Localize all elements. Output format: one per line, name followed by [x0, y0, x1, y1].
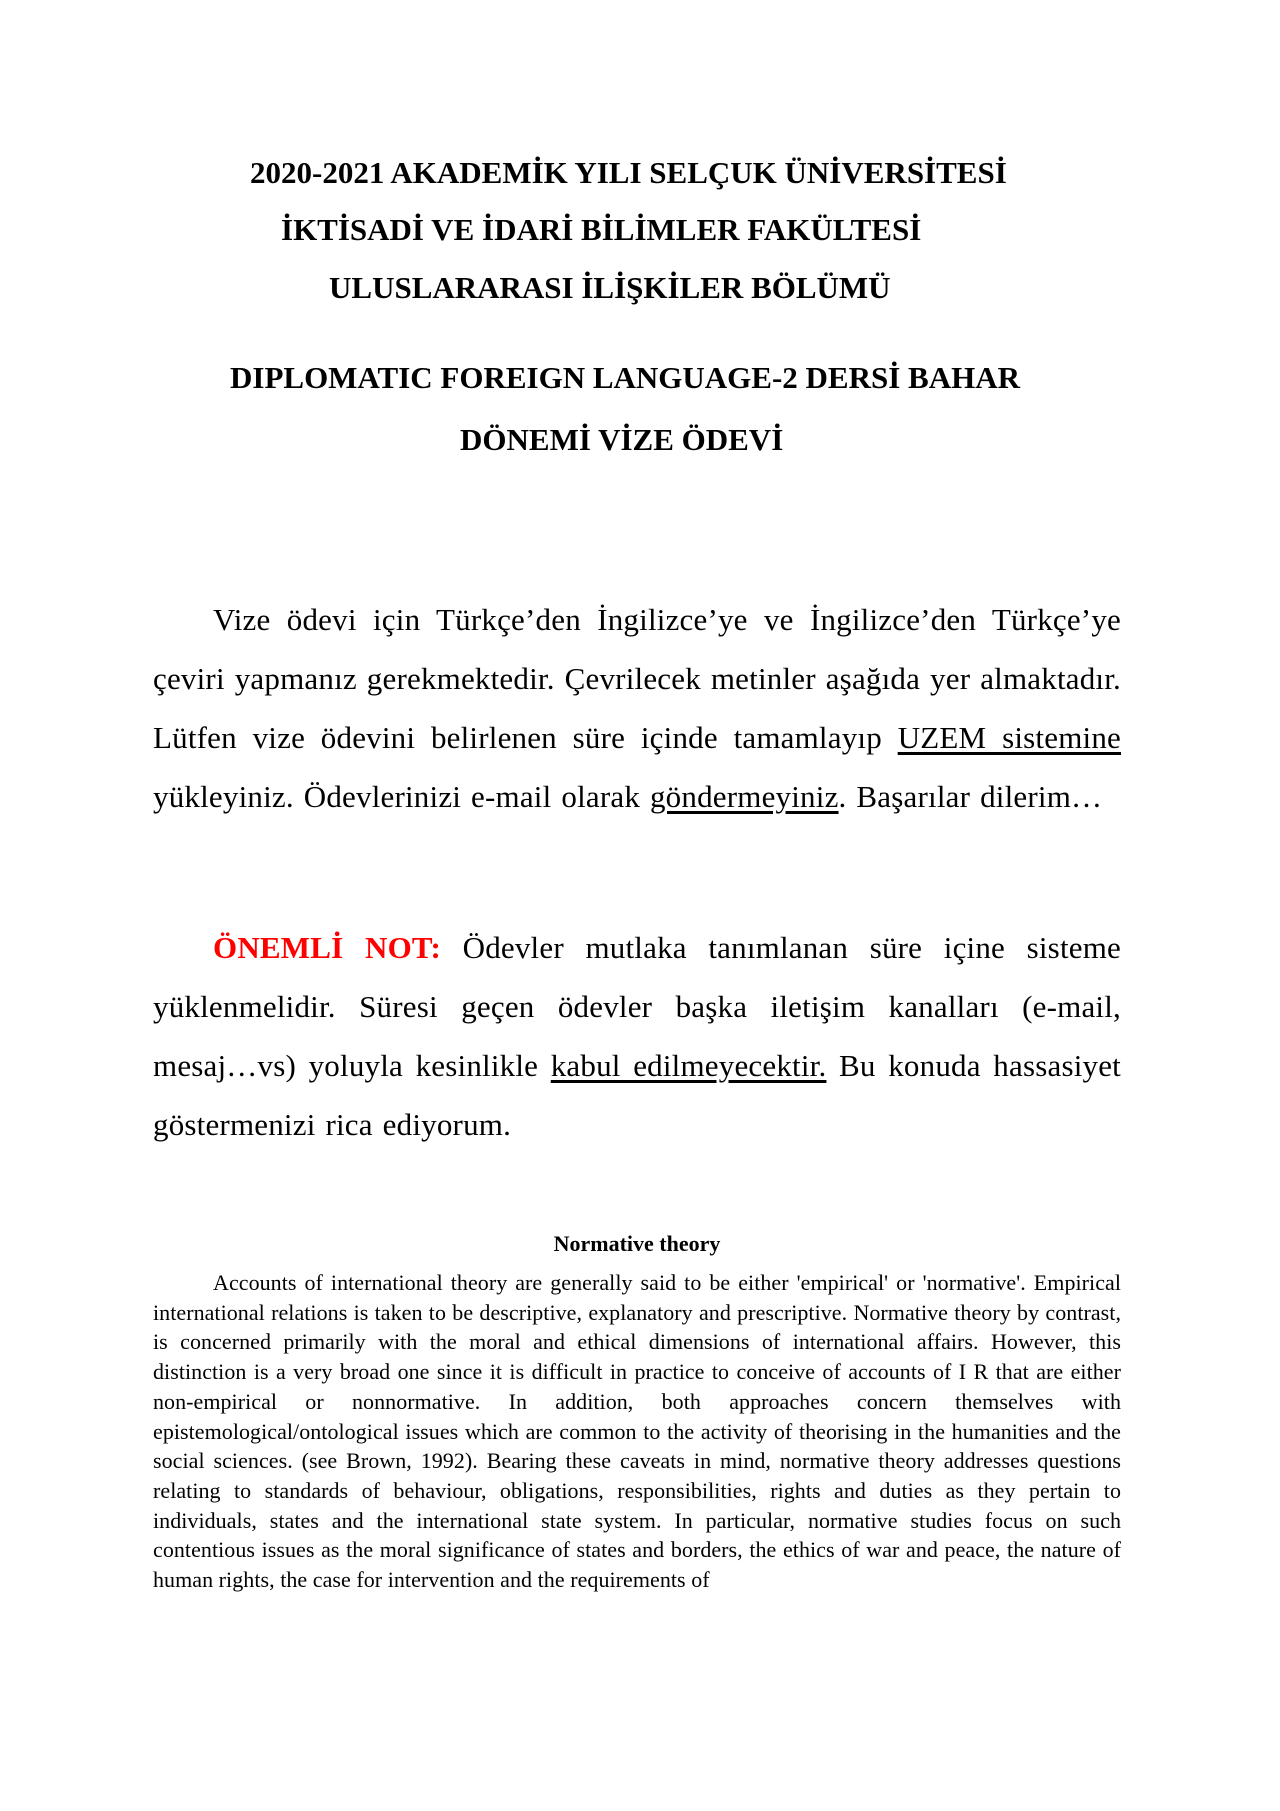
important-note-label: ÖNEMLİ NOT: [213, 930, 441, 965]
header-faculty-title: İKTİSADİ VE İDARİ BİLİMLER FAKÜLTESİ [281, 212, 922, 247]
important-note-paragraph [153, 918, 1121, 1154]
header-university-title: 2020-2021 AKADEMİK YILI SELÇUK ÜNİVERSİTESİ [250, 155, 1007, 190]
note-text-2: Bu konuda hassasiyet göstermenizi rica ediyorum. [153, 1048, 1121, 1142]
header-course-title: DIPLOMATIC FOREIGN LANGUAGE-2 DERSİ BAHAR [230, 360, 1020, 395]
intro-text-3: . Başarılar dilerim… [838, 779, 1103, 814]
intro-text-1: Vize ödevi için Türkçe’den İngilizce’ye ve İngilizce’den Türkçe’ye çeviri yapmanız gerekmektedir. Çevrilecek metinler aşağıda yer almaktadır. Lütfen vize ödevini belirlenen süre içinde tamamlayıp [153, 602, 1121, 755]
not-accepted-text: kabul edilmeyecektir. [550, 1048, 827, 1083]
intro-text-2: yükleyiniz. Ödevlerinizi e-mail olarak [153, 779, 650, 814]
section-title: Normative theory [553, 1231, 721, 1256]
uzem-system-link: UZEM sistemine [897, 720, 1121, 755]
header-department-title: ULUSLARARASI İLİŞKİLER BÖLÜMÜ [329, 270, 891, 305]
do-not-send-text: göndermeyiniz [649, 779, 839, 814]
section-body: Accounts of international theory are generally said to be either 'empirical' or 'normative'. Empirical international relations is taken to be descriptive, explanatory and prescriptive. Normative theory by contrast, is concerned primarily with the moral and ethical dimensions of international affairs. However, this distinction is a very broad one since it is difficult in practice to conceive of accounts of I R that are either non-empirical or nonnormative. In addition, both approaches concern themselves with epistemological/ontological issues which are common to the activity of theorising in the humanities and the social sciences. (see Brown, 1992). Bearing these caveats in mind, normative theory addresses questions relating to standards of behaviour, obligations, responsibilities, rights and duties as they pertain to individuals, states and the international state system. In particular, normative studies focus on such contentious issues as the moral significance of states and borders, the ethics of war and peace, the nature of human rights, the case for intervention and the requirements of [153, 1270, 1121, 1593]
note-text-1: Ödevler mutlaka tanımlanan süre içine sisteme yüklenmelidir. Süresi geçen ödevler başka iletişim kanalları (e-mail, mesaj…vs) yoluyla kesinlikle [153, 930, 1121, 1083]
header-assignment-title: DÖNEMİ VİZE ÖDEVİ [460, 422, 784, 457]
intro-paragraph [153, 590, 1121, 826]
